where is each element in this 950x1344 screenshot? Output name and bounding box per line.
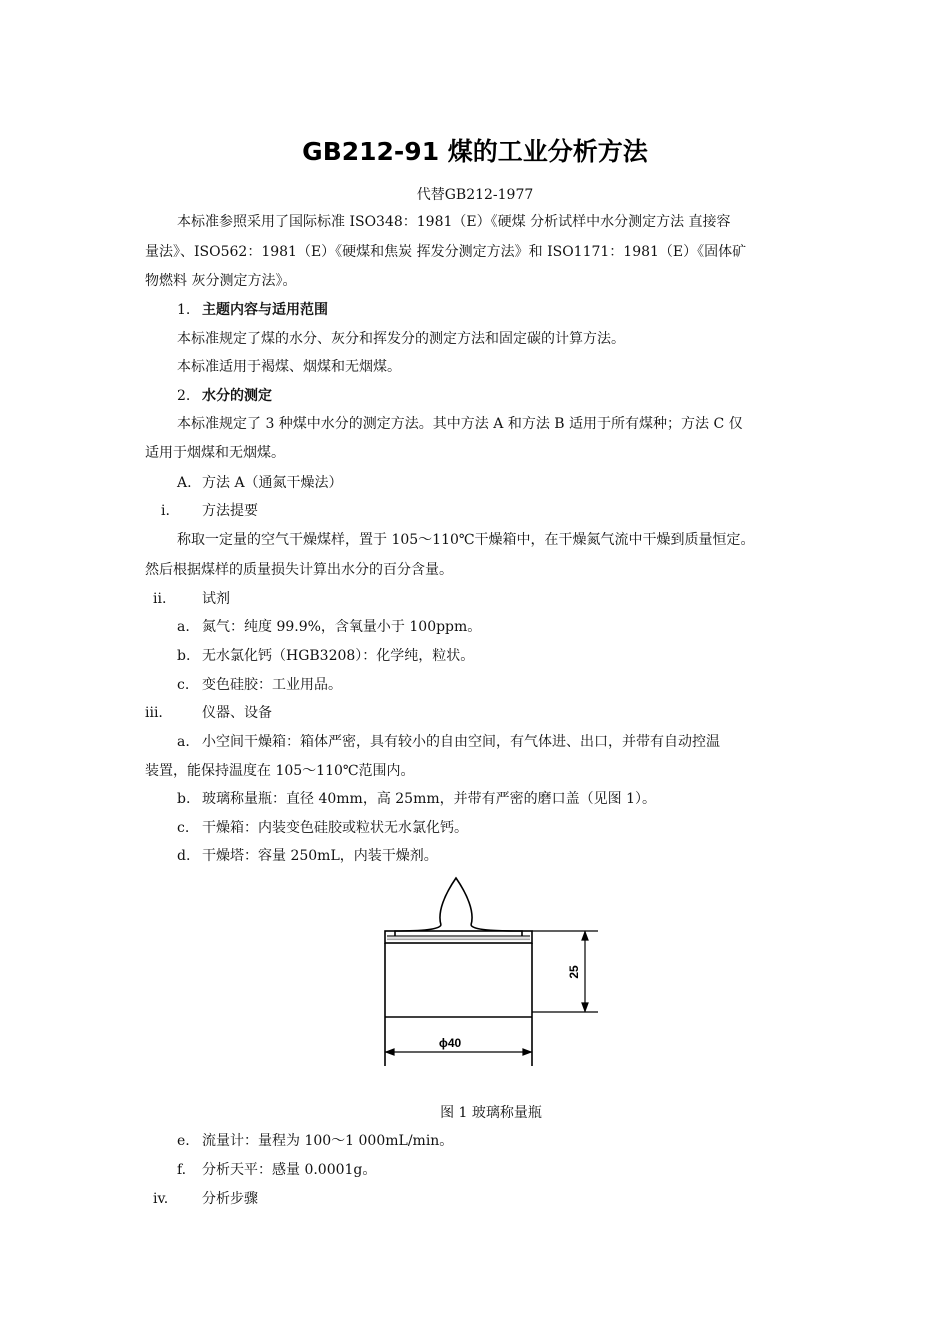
equipment-a-line-1: 小空间干燥箱：箱体严密，具有较小的自由空间，有气体进、出口，并带有自动控温: [202, 734, 720, 750]
diameter-dimension-label: ϕ40: [438, 1036, 462, 1050]
replaces-note: 代替GB212-1977: [416, 187, 534, 203]
section-2-number: 2.: [177, 388, 191, 404]
item-i-label: 方法提要: [202, 503, 258, 519]
equipment-d-number: d.: [177, 848, 191, 864]
section-1-paragraph-1: 本标准规定了煤的水分、灰分和挥发分的测定方法和固定碳的计算方法。: [177, 331, 625, 347]
reagent-c-number: c.: [177, 677, 190, 693]
item-i-text-line-1: 称取一定量的空气干燥煤样，置于 105～110℃干燥箱中，在干燥氮气流中干燥到质量恒定。: [177, 532, 755, 548]
equipment-e-text: 流量计：量程为 100～1 000mL/min。: [202, 1133, 454, 1149]
equipment-c-text: 干燥箱：内装变色硅胶或粒状无水氯化钙。: [202, 820, 468, 836]
item-iv-number: iv.: [153, 1191, 169, 1207]
equipment-e-number: e.: [177, 1133, 190, 1149]
reagent-b-number: b.: [177, 648, 191, 664]
section-2-paragraph-line-2: 适用于烟煤和无烟煤。: [145, 445, 285, 461]
equipment-f-text: 分析天平：感量 0.0001g。: [202, 1162, 377, 1178]
equipment-d-text: 干燥塔：容量 250mL，内装干燥剂。: [202, 848, 438, 864]
lid-knob: [440, 878, 472, 925]
item-ii-number: ii.: [153, 591, 167, 607]
method-a-label: 方法 A（通氮干燥法）: [202, 475, 343, 491]
section-2-paragraph-line-1: 本标准规定了 3 种煤中水分的测定方法。其中方法 A 和方法 B 适用于所有煤种；方法 C 仅: [177, 416, 743, 432]
item-iii-label: 仪器、设备: [202, 705, 272, 721]
equipment-f-number: f.: [177, 1162, 187, 1178]
reagent-c-text: 变色硅胶：工业用品。: [202, 677, 342, 693]
intro-line-3: 物燃料 灰分测定方法》。: [145, 273, 297, 289]
item-iii-number: iii.: [145, 705, 163, 721]
ground-glass-texture: [387, 935, 530, 940]
equipment-a-number: a.: [177, 734, 190, 750]
height-dimension: [532, 931, 598, 1012]
intro-line-2: 量法》、ISO562：1981（E）《硬煤和焦炭 挥发分测定方法》和 ISO1171：1981（E）《固体矿: [145, 244, 747, 260]
intro-line-1: 本标准参照采用了国际标准 ISO348：1981（E）《硬煤 分析试样中水分测定方法 直接容: [177, 214, 731, 230]
figure-1-caption: 图 1 玻璃称量瓶: [440, 1105, 542, 1121]
section-2-heading: 水分的测定: [202, 388, 272, 404]
equipment-c-number: c.: [177, 820, 190, 836]
equipment-b-text: 玻璃称量瓶：直径 40mm，高 25mm，并带有严密的磨口盖（见图 1）。: [202, 791, 656, 807]
reagent-b-text: 无水氯化钙（HGB3208）：化学纯，粒状。: [202, 648, 475, 664]
document-title: GB212-91 煤的工业分析方法: [302, 137, 648, 166]
method-a-number: A.: [177, 475, 192, 491]
equipment-b-number: b.: [177, 791, 191, 807]
section-1-heading: 主题内容与适用范围: [202, 302, 328, 318]
section-1-number: 1.: [177, 302, 191, 318]
section-1-paragraph-2: 本标准适用于褐煤、烟煤和无烟煤。: [177, 359, 401, 375]
reagent-a-text: 氮气：纯度 99.9%，含氧量小于 100ppm。: [202, 619, 482, 635]
height-dimension-label: 25: [567, 965, 581, 979]
item-ii-label: 试剂: [202, 591, 230, 607]
item-i-number: i.: [161, 503, 170, 519]
reagent-a-number: a.: [177, 619, 190, 635]
item-iv-label: 分析步骤: [202, 1191, 258, 1207]
equipment-a-line-2: 装置，能保持温度在 105～110℃范围内。: [145, 763, 415, 779]
weighing-bottle-figure: [375, 872, 615, 1072]
item-i-text-line-2: 然后根据煤样的质量损失计算出水分的百分含量。: [145, 562, 453, 578]
